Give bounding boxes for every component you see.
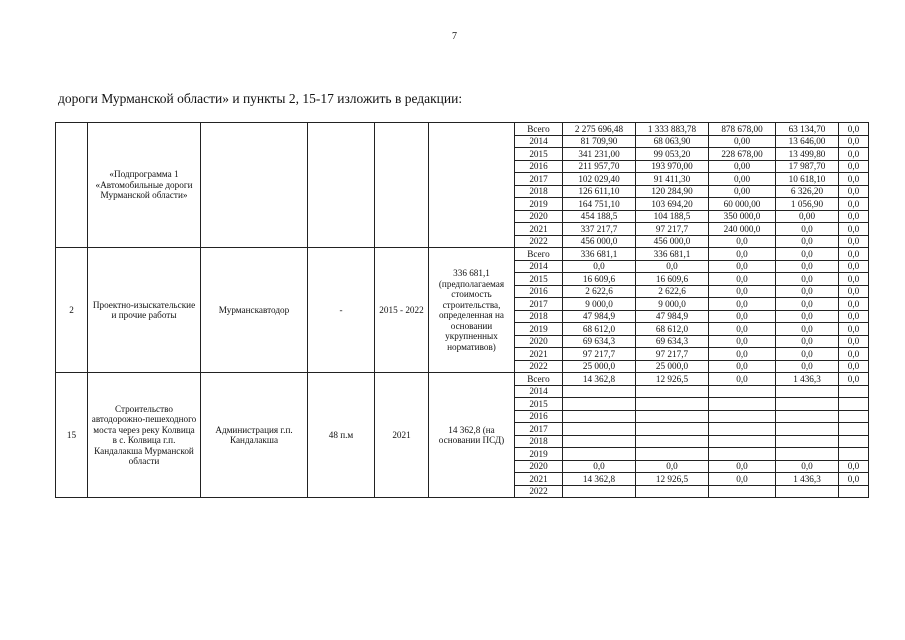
local-budget-cell: 13 499,80 <box>776 148 839 161</box>
year-cell: Всего <box>515 123 563 136</box>
federal-budget-cell <box>709 398 776 411</box>
federal-budget-cell <box>709 423 776 436</box>
total-cell: 456 000,0 <box>563 235 636 248</box>
regional-budget-cell: 0,0 <box>636 260 709 273</box>
regional-budget-cell <box>636 485 709 498</box>
federal-budget-cell <box>709 385 776 398</box>
regional-budget-cell: 2 622,6 <box>636 285 709 298</box>
federal-budget-cell: 0,0 <box>709 298 776 311</box>
cost-cell: 14 362,8 (на основании ПСД) <box>429 373 515 498</box>
total-cell <box>563 485 636 498</box>
other-sources-cell: 0,0 <box>839 348 869 361</box>
other-sources-cell: 0,0 <box>839 310 869 323</box>
regional-budget-cell: 97 217,7 <box>636 348 709 361</box>
other-sources-cell <box>839 448 869 461</box>
other-sources-cell <box>839 410 869 423</box>
regional-budget-cell: 0,0 <box>636 460 709 473</box>
year-cell: 2018 <box>515 185 563 198</box>
period-cell: 2015 - 2022 <box>375 248 429 373</box>
period-cell <box>375 123 429 248</box>
total-cell: 14 362,8 <box>563 373 636 386</box>
total-cell <box>563 410 636 423</box>
regional-budget-cell <box>636 435 709 448</box>
total-cell: 164 751,10 <box>563 198 636 211</box>
total-cell: 126 611,10 <box>563 185 636 198</box>
year-cell: 2022 <box>515 485 563 498</box>
table-row <box>56 123 869 136</box>
local-budget-cell <box>776 410 839 423</box>
regional-budget-cell <box>636 398 709 411</box>
item-number-cell <box>56 123 88 248</box>
year-cell: 2020 <box>515 335 563 348</box>
local-budget-cell: 0,0 <box>776 273 839 286</box>
year-cell: 2017 <box>515 173 563 186</box>
regional-budget-cell: 9 000,0 <box>636 298 709 311</box>
year-cell: 2014 <box>515 135 563 148</box>
federal-budget-cell: 0,00 <box>709 185 776 198</box>
local-budget-cell: 0,0 <box>776 223 839 236</box>
total-cell: 25 000,0 <box>563 360 636 373</box>
other-sources-cell <box>839 435 869 448</box>
other-sources-cell <box>839 398 869 411</box>
federal-budget-cell: 0,0 <box>709 473 776 486</box>
regional-budget-cell <box>636 410 709 423</box>
other-sources-cell: 0,0 <box>839 323 869 336</box>
federal-budget-cell <box>709 410 776 423</box>
total-cell: 0,0 <box>563 260 636 273</box>
item-name-cell: Проектно-изыскательские и прочие работы <box>88 248 201 373</box>
other-sources-cell: 0,0 <box>839 248 869 261</box>
total-cell <box>563 423 636 436</box>
total-cell: 0,0 <box>563 460 636 473</box>
federal-budget-cell: 0,00 <box>709 173 776 186</box>
year-cell: 2020 <box>515 210 563 223</box>
regional-budget-cell: 25 000,0 <box>636 360 709 373</box>
local-budget-cell: 0,0 <box>776 260 839 273</box>
total-cell: 14 362,8 <box>563 473 636 486</box>
regional-budget-cell: 12 926,5 <box>636 373 709 386</box>
local-budget-cell: 0,0 <box>776 460 839 473</box>
year-cell: 2017 <box>515 423 563 436</box>
total-cell: 2 622,6 <box>563 285 636 298</box>
regional-budget-cell <box>636 448 709 461</box>
local-budget-cell: 0,0 <box>776 248 839 261</box>
other-sources-cell: 0,0 <box>839 223 869 236</box>
total-cell <box>563 435 636 448</box>
page-number: 7 <box>452 31 457 42</box>
item-name-cell: Строительство автодорожно-пешеходного моста через реку Колвица в с. Колвица г.п. Кандалакша Мурманской области <box>88 373 201 498</box>
local-budget-cell: 1 056,90 <box>776 198 839 211</box>
regional-budget-cell <box>636 385 709 398</box>
federal-budget-cell: 350 000,0 <box>709 210 776 223</box>
federal-budget-cell: 0,0 <box>709 248 776 261</box>
federal-budget-cell <box>709 448 776 461</box>
federal-budget-cell: 0,00 <box>709 160 776 173</box>
federal-budget-cell: 0,0 <box>709 235 776 248</box>
year-cell: 2017 <box>515 298 563 311</box>
other-sources-cell: 0,0 <box>839 298 869 311</box>
federal-budget-cell: 0,0 <box>709 273 776 286</box>
regional-budget-cell: 12 926,5 <box>636 473 709 486</box>
program-table <box>55 122 869 498</box>
executor-cell <box>201 123 308 248</box>
other-sources-cell: 0,0 <box>839 210 869 223</box>
year-cell: 2015 <box>515 148 563 161</box>
total-cell: 81 709,90 <box>563 135 636 148</box>
other-sources-cell: 0,0 <box>839 185 869 198</box>
executor-cell: Администрация г.п. Кандалакша <box>201 373 308 498</box>
total-cell: 336 681,1 <box>563 248 636 261</box>
local-budget-cell: 0,0 <box>776 310 839 323</box>
table-row <box>56 248 869 261</box>
local-budget-cell: 17 987,70 <box>776 160 839 173</box>
other-sources-cell <box>839 485 869 498</box>
other-sources-cell: 0,0 <box>839 273 869 286</box>
year-cell: 2019 <box>515 323 563 336</box>
other-sources-cell: 0,0 <box>839 360 869 373</box>
total-cell: 2 275 696,48 <box>563 123 636 136</box>
other-sources-cell: 0,0 <box>839 235 869 248</box>
federal-budget-cell: 0,0 <box>709 310 776 323</box>
local-budget-cell: 0,0 <box>776 360 839 373</box>
regional-budget-cell: 193 970,00 <box>636 160 709 173</box>
total-cell: 102 029,40 <box>563 173 636 186</box>
local-budget-cell <box>776 485 839 498</box>
table-row <box>56 373 869 386</box>
cost-cell: 336 681,1 (предполагаемая стоимость строительства, определенная на основании укрупненных нормативов) <box>429 248 515 373</box>
local-budget-cell <box>776 385 839 398</box>
local-budget-cell: 0,0 <box>776 335 839 348</box>
intro-text: дороги Мурманской области» и пункты 2, 15-17 изложить в редакции: <box>58 91 463 106</box>
regional-budget-cell: 16 609,6 <box>636 273 709 286</box>
total-cell <box>563 448 636 461</box>
year-cell: 2021 <box>515 473 563 486</box>
total-cell: 47 984,9 <box>563 310 636 323</box>
regional-budget-cell: 103 694,20 <box>636 198 709 211</box>
other-sources-cell: 0,0 <box>839 160 869 173</box>
local-budget-cell: 0,0 <box>776 235 839 248</box>
other-sources-cell <box>839 385 869 398</box>
year-cell: 2022 <box>515 235 563 248</box>
period-cell: 2021 <box>375 373 429 498</box>
other-sources-cell: 0,0 <box>839 135 869 148</box>
regional-budget-cell: 97 217,7 <box>636 223 709 236</box>
cost-cell <box>429 123 515 248</box>
federal-budget-cell: 0,0 <box>709 360 776 373</box>
total-cell: 454 188,5 <box>563 210 636 223</box>
regional-budget-cell: 47 984,9 <box>636 310 709 323</box>
local-budget-cell: 63 134,70 <box>776 123 839 136</box>
year-cell: Всего <box>515 373 563 386</box>
local-budget-cell <box>776 398 839 411</box>
regional-budget-cell: 69 634,3 <box>636 335 709 348</box>
local-budget-cell: 0,0 <box>776 298 839 311</box>
year-cell: Всего <box>515 248 563 261</box>
other-sources-cell: 0,0 <box>839 460 869 473</box>
year-cell: 2020 <box>515 460 563 473</box>
federal-budget-cell: 0,00 <box>709 135 776 148</box>
year-cell: 2016 <box>515 410 563 423</box>
other-sources-cell: 0,0 <box>839 260 869 273</box>
year-cell: 2016 <box>515 160 563 173</box>
regional-budget-cell: 99 053,20 <box>636 148 709 161</box>
federal-budget-cell: 0,0 <box>709 348 776 361</box>
total-cell: 69 634,3 <box>563 335 636 348</box>
year-cell: 2019 <box>515 198 563 211</box>
federal-budget-cell: 878 678,00 <box>709 123 776 136</box>
year-cell: 2015 <box>515 398 563 411</box>
total-cell: 341 231,00 <box>563 148 636 161</box>
other-sources-cell: 0,0 <box>839 173 869 186</box>
regional-budget-cell <box>636 423 709 436</box>
regional-budget-cell: 120 284,90 <box>636 185 709 198</box>
local-budget-cell: 10 618,10 <box>776 173 839 186</box>
year-cell: 2018 <box>515 435 563 448</box>
regional-budget-cell: 104 188,5 <box>636 210 709 223</box>
other-sources-cell <box>839 423 869 436</box>
year-cell: 2019 <box>515 448 563 461</box>
federal-budget-cell: 0,0 <box>709 260 776 273</box>
regional-budget-cell: 68 063,90 <box>636 135 709 148</box>
total-cell: 337 217,7 <box>563 223 636 236</box>
regional-budget-cell: 68 612,0 <box>636 323 709 336</box>
other-sources-cell: 0,0 <box>839 123 869 136</box>
local-budget-cell: 1 436,3 <box>776 473 839 486</box>
local-budget-cell: 0,00 <box>776 210 839 223</box>
total-cell: 16 609,6 <box>563 273 636 286</box>
regional-budget-cell: 1 333 883,78 <box>636 123 709 136</box>
local-budget-cell <box>776 423 839 436</box>
item-number-cell: 2 <box>56 248 88 373</box>
year-cell: 2015 <box>515 273 563 286</box>
local-budget-cell: 0,0 <box>776 348 839 361</box>
item-name-cell: «Подпрограмма 1 «Автомобильные дороги Мурманской области» <box>88 123 201 248</box>
regional-budget-cell: 336 681,1 <box>636 248 709 261</box>
total-cell: 9 000,0 <box>563 298 636 311</box>
other-sources-cell: 0,0 <box>839 473 869 486</box>
federal-budget-cell: 0,0 <box>709 285 776 298</box>
federal-budget-cell: 228 678,00 <box>709 148 776 161</box>
local-budget-cell: 13 646,00 <box>776 135 839 148</box>
year-cell: 2016 <box>515 285 563 298</box>
year-cell: 2014 <box>515 385 563 398</box>
year-cell: 2022 <box>515 360 563 373</box>
federal-budget-cell: 240 000,0 <box>709 223 776 236</box>
federal-budget-cell <box>709 435 776 448</box>
capacity-cell <box>308 123 375 248</box>
total-cell: 97 217,7 <box>563 348 636 361</box>
local-budget-cell: 1 436,3 <box>776 373 839 386</box>
year-cell: 2021 <box>515 223 563 236</box>
local-budget-cell <box>776 435 839 448</box>
total-cell: 68 612,0 <box>563 323 636 336</box>
local-budget-cell: 0,0 <box>776 323 839 336</box>
year-cell: 2021 <box>515 348 563 361</box>
federal-budget-cell <box>709 485 776 498</box>
year-cell: 2018 <box>515 310 563 323</box>
total-cell <box>563 385 636 398</box>
federal-budget-cell: 0,0 <box>709 323 776 336</box>
other-sources-cell: 0,0 <box>839 335 869 348</box>
federal-budget-cell: 0,0 <box>709 460 776 473</box>
federal-budget-cell: 0,0 <box>709 335 776 348</box>
capacity-cell: - <box>308 248 375 373</box>
federal-budget-cell: 60 000,00 <box>709 198 776 211</box>
regional-budget-cell: 91 411,30 <box>636 173 709 186</box>
local-budget-cell: 6 326,20 <box>776 185 839 198</box>
item-number-cell: 15 <box>56 373 88 498</box>
executor-cell: Мурманскавтодор <box>201 248 308 373</box>
other-sources-cell: 0,0 <box>839 285 869 298</box>
local-budget-cell: 0,0 <box>776 285 839 298</box>
regional-budget-cell: 456 000,0 <box>636 235 709 248</box>
capacity-cell: 48 п.м <box>308 373 375 498</box>
year-cell: 2014 <box>515 260 563 273</box>
total-cell: 211 957,70 <box>563 160 636 173</box>
other-sources-cell: 0,0 <box>839 148 869 161</box>
federal-budget-cell: 0,0 <box>709 373 776 386</box>
other-sources-cell: 0,0 <box>839 373 869 386</box>
total-cell <box>563 398 636 411</box>
local-budget-cell <box>776 448 839 461</box>
other-sources-cell: 0,0 <box>839 198 869 211</box>
